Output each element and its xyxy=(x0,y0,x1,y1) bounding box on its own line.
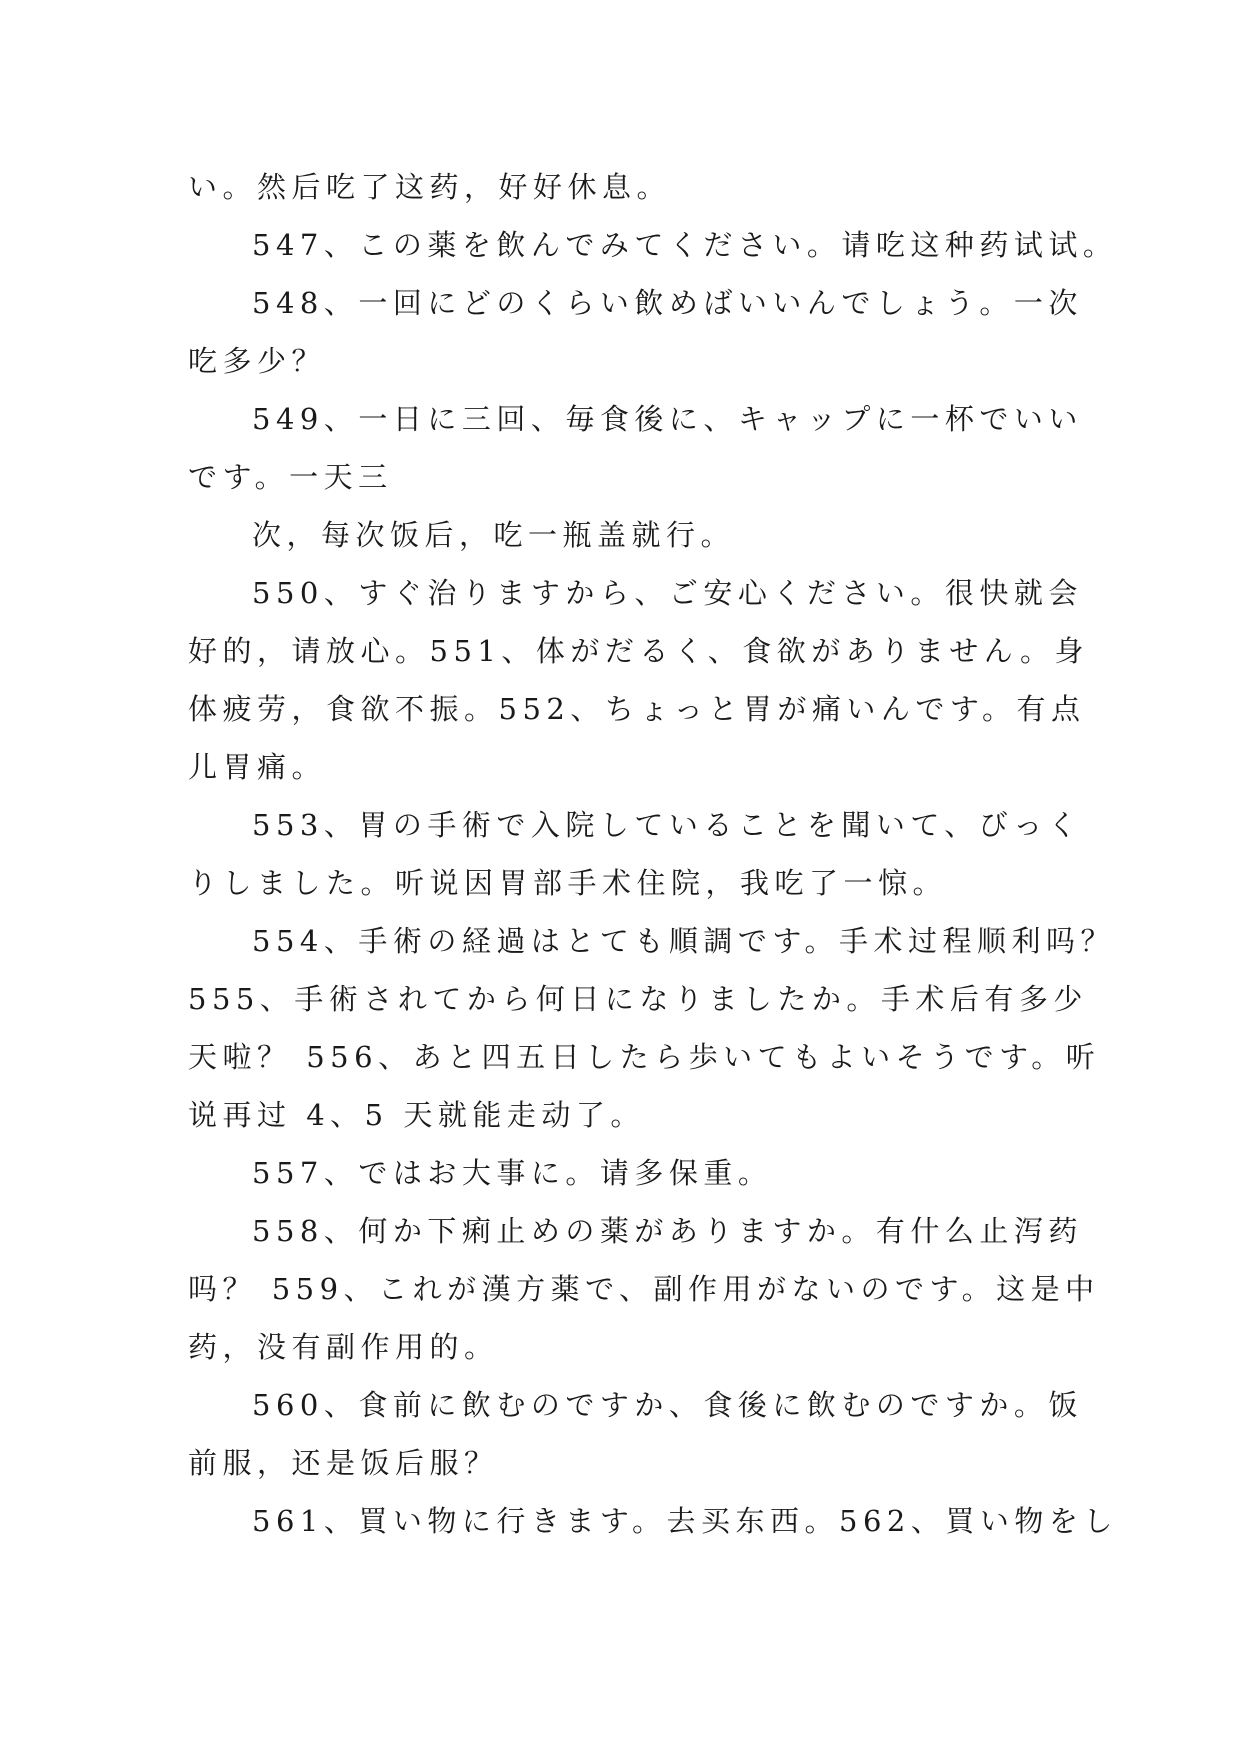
text-line: 561、買い物に行きます。去买东西。562、買い物をし xyxy=(252,1504,1118,1538)
text-line: 体疲劳，食欲不振。552、ちょっと胃が痛いんです。有点 xyxy=(188,692,1086,726)
text-line: 吗？ 559、これが漢方薬で、副作用がないのです。这是中 xyxy=(188,1272,1100,1306)
text-line: です。一天三 xyxy=(188,460,393,494)
text-line: 天啦？ 556、あと四五日したら歩いてもよいそうです。听 xyxy=(188,1040,1101,1074)
text-line: 548、一回にどのくらい飲めばいいんでしょう。一次 xyxy=(252,286,1083,320)
text-line: 儿胃痛。 xyxy=(188,750,327,784)
text-line: 说再过 4、5 天就能走动了。 xyxy=(188,1098,645,1132)
text-line: 吃多少？ xyxy=(188,344,327,378)
text-line: りしました。听说因胃部手术住院，我吃了一惊。 xyxy=(188,866,948,900)
text-line: 557、ではお大事に。请多保重。 xyxy=(252,1156,773,1190)
text-line: 560、食前に飲むのですか、食後に飲むのですか。饭 xyxy=(252,1388,1083,1422)
text-line: 555、手術されてから何日になりましたか。手术后有多少 xyxy=(188,982,1088,1016)
text-line: 药，没有副作用的。 xyxy=(188,1330,499,1364)
text-line: 558、何か下痢止めの薬がありますか。有什么止泻药 xyxy=(252,1214,1083,1248)
text-line: 549、一日に三回、毎食後に、キャップに一杯でいい xyxy=(252,402,1083,436)
document-body xyxy=(188,158,1118,1550)
text-line: 554、手術の経過はとても順調です。手术过程顺利吗？ xyxy=(252,924,1116,958)
text-line: 547、この薬を飲んでみてください。请吃这种药试试。 xyxy=(252,228,1118,262)
text-line: 553、胃の手術で入院していることを聞いて、びっく xyxy=(252,808,1083,842)
text-line: 次，每次饭后，吃一瓶盖就行。 xyxy=(252,518,736,552)
text-line: 前服，还是饭后服？ xyxy=(188,1446,499,1480)
text-line: い。然后吃了这药，好好休息。 xyxy=(188,170,672,204)
text-line: 550、すぐ治りますから、ご安心ください。很快就会 xyxy=(252,576,1083,610)
text-line: 好的，请放心。551、体がだるく、食欲がありません。身 xyxy=(188,634,1090,668)
